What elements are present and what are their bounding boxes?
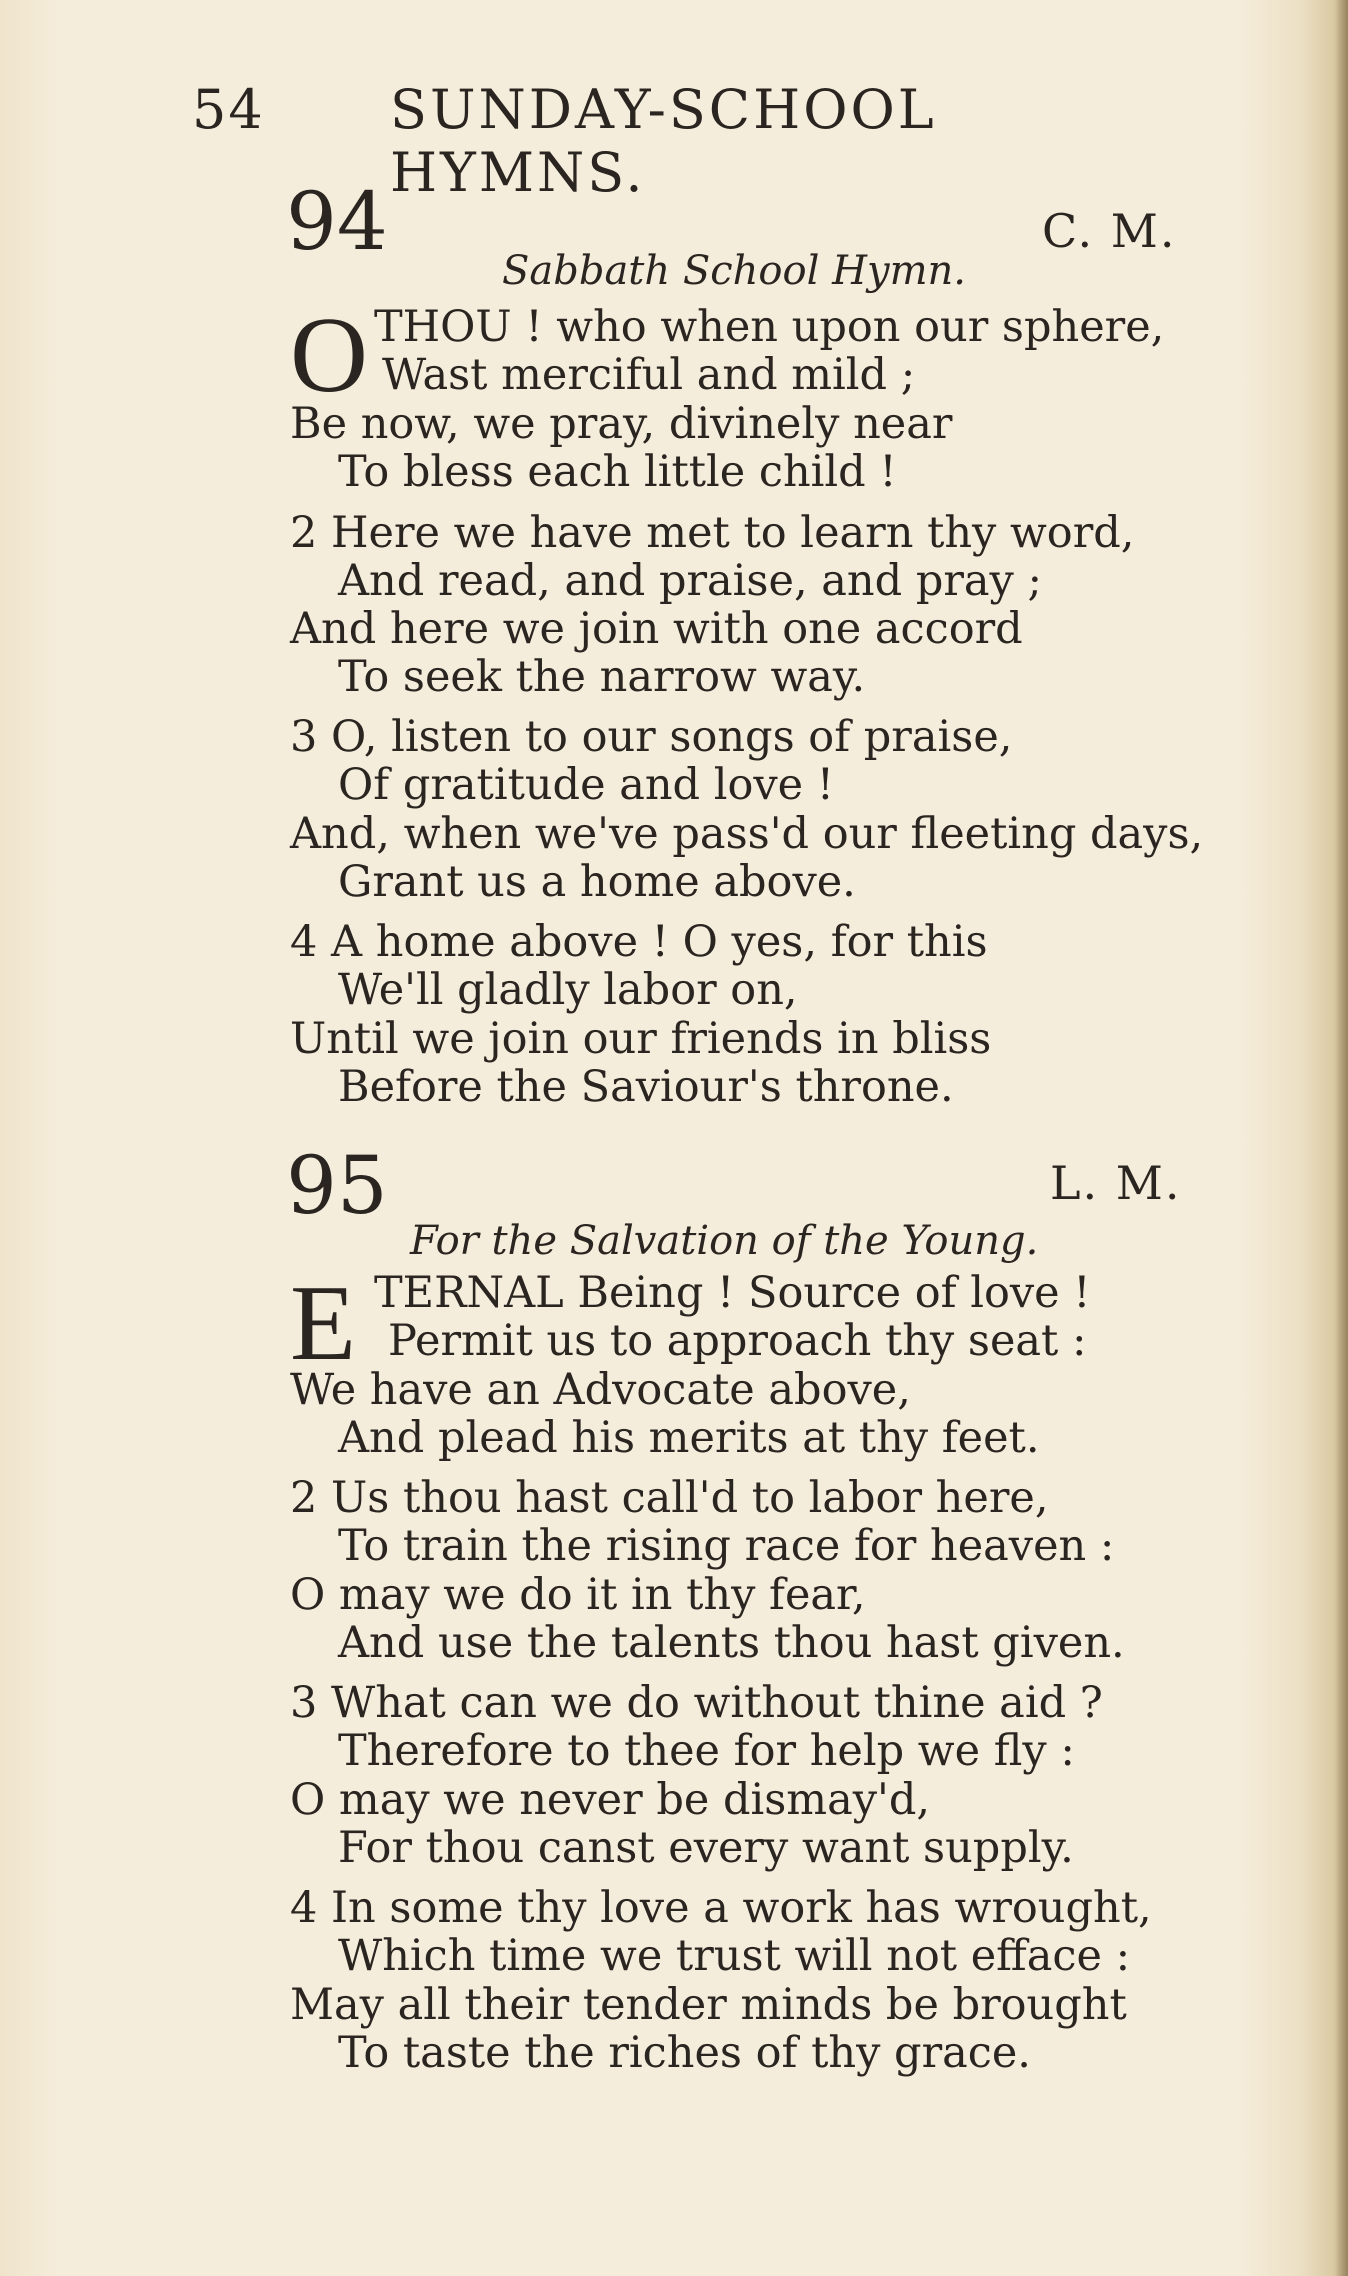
- verse-line: And use the talents thou hast given.: [338, 1618, 1125, 1668]
- verse-line: 4 A home above ! O yes, for this: [290, 917, 988, 967]
- verse-line: 2 Here we have met to learn thy word,: [290, 508, 1135, 558]
- verse-line: To taste the riches of thy grace.: [338, 2028, 1031, 2078]
- verse-line: O may we do it in thy fear,: [290, 1570, 866, 1620]
- hymn-number: 95: [286, 1139, 388, 1232]
- verse-line: And here we join with one accord: [290, 604, 1023, 654]
- verse-line: And plead his merits at thy feet.: [338, 1413, 1040, 1463]
- verse-line: To seek the narrow way.: [338, 652, 866, 702]
- verse-line: TERNAL Being ! Source of love !: [374, 1268, 1091, 1318]
- drop-cap: O: [290, 296, 368, 415]
- verse-line: Be now, we pray, divinely near: [290, 399, 953, 449]
- verse-line: And, when we've pass'd our fleeting days,: [290, 809, 1204, 859]
- verse-line: To bless each little child !: [338, 447, 897, 497]
- hymn-title: Sabbath School Hymn.: [502, 248, 966, 294]
- hymn-number: 94: [286, 175, 388, 268]
- drop-cap: E: [290, 1264, 356, 1383]
- verse-line: 3 O, listen to our songs of praise,: [290, 712, 1013, 762]
- verse-line: Permit us to approach thy seat :: [388, 1316, 1087, 1366]
- verse-line: For thou canst every want supply.: [338, 1823, 1074, 1873]
- verse-line: We'll gladly labor on,: [338, 965, 798, 1015]
- page-header: [192, 78, 1092, 204]
- hymn-meter: L. M.: [1050, 1156, 1182, 1210]
- verse-line: Grant us a home above.: [338, 857, 856, 907]
- verse-line: Therefore to thee for help we fly :: [338, 1726, 1075, 1776]
- verse-line: Which time we trust will not efface :: [338, 1931, 1131, 1981]
- verse-line: And read, and praise, and pray ;: [338, 556, 1042, 606]
- verse-line: Of gratitude and love !: [338, 760, 835, 810]
- hymn-meter: C. M.: [1042, 204, 1177, 258]
- verse-line: 2 Us thou hast call'd to labor here,: [290, 1473, 1049, 1523]
- running-title: SUNDAY-SCHOOL HYMNS.: [390, 78, 937, 204]
- hymn-title: For the Salvation of the Young.: [410, 1218, 1039, 1264]
- verse-line: We have an Advocate above,: [290, 1365, 911, 1415]
- verse-line: Until we join our friends in bliss: [290, 1014, 992, 1064]
- verse-line: THOU ! who when upon our sphere,: [374, 302, 1165, 352]
- page-edge-shadow: [1334, 0, 1348, 2276]
- verse-line: 4 In some thy love a work has wrought,: [290, 1883, 1152, 1933]
- verse-line: May all their tender minds be brought: [290, 1980, 1127, 2030]
- verse-line: Wast merciful and mild ;: [382, 350, 916, 400]
- verse-line: 3 What can we do without thine aid ?: [290, 1678, 1103, 1728]
- verse-line: O may we never be dismay'd,: [290, 1775, 931, 1825]
- page-number: 54: [192, 78, 265, 141]
- verse-line: To train the rising race for heaven :: [338, 1521, 1115, 1571]
- verse-line: Before the Saviour's throne.: [338, 1062, 954, 1112]
